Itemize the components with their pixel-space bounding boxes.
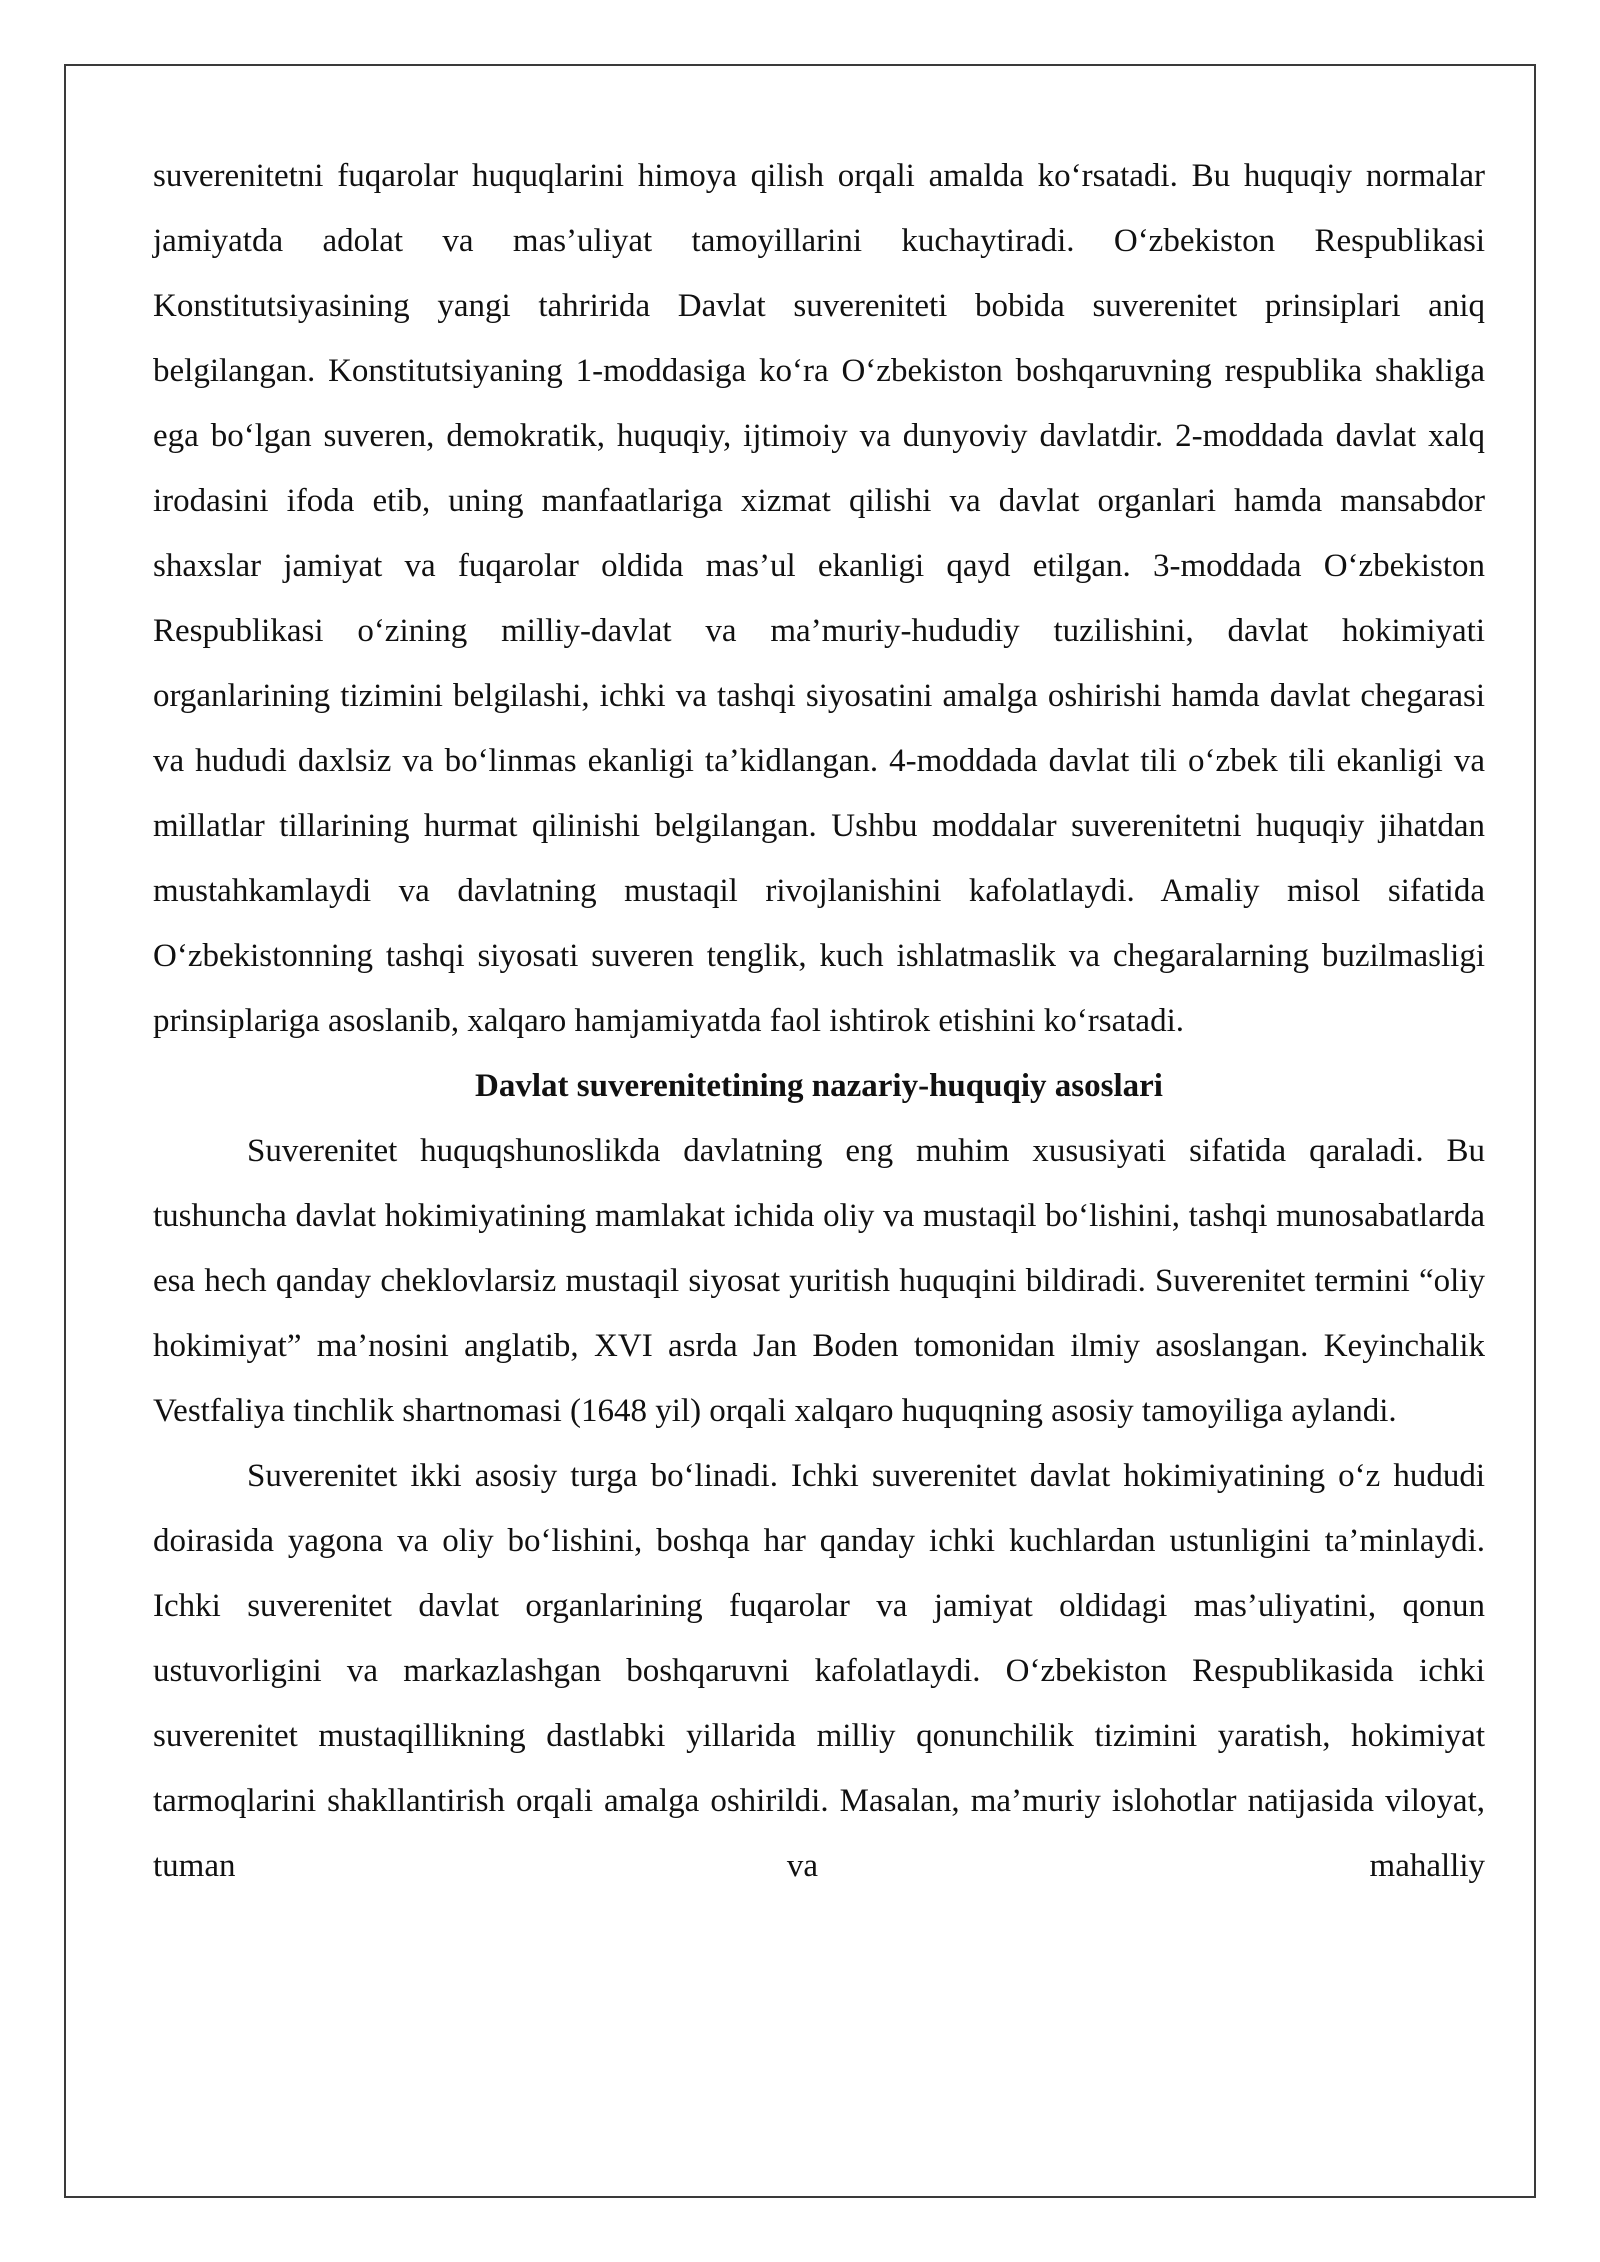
section-heading: Davlat suverenitetining nazariy-huquqiy asoslari: [475, 1068, 1163, 1104]
document-body: [153, 144, 1485, 1899]
body-paragraph: Suverenitet ikki asosiy turga bo‘linadi. Ichki suverenitet davlat hokimiyatining o‘z hududi doirasida yagona va oliy bo‘lishini, boshqa har qanday ichki kuchlardan ustunligini ta’minlaydi. Ichki suverenitet davlat organlarining fuqarolar va jamiyat oldidagi mas’uliyatini, qonun ustuvorligini va markazlashgan boshqaruvni kafolatlaydi. O‘zbekiston Respublikasida ichki suverenitet mustaqillikning dastlabki yillarida milliy qonunchilik tizimini yaratish, hokimiyat tarmoqlarini shakllantirish orqali amalga oshirildi. Masalan, ma’muriy islohotlar natijasida viloyat, tuman va mahalliy: [153, 1458, 1485, 1884]
body-paragraph: suverenitetni fuqarolar huquqlarini himoya qilish orqali amalda ko‘rsatadi. Bu huquqiy normalar jamiyatda adolat va mas’uliyat tamoyillarini kuchaytiradi. O‘zbekiston Respublikasi Konstitutsiyasining yangi tahririda Davlat suvereniteti bobida suverenitet prinsiplari aniq belgilangan. Konstitutsiyaning 1-moddasiga ko‘ra O‘zbekiston boshqaruvning respublika shakliga ega bo‘lgan suveren, demokratik, huquqiy, ijtimoiy va dunyoviy davlatdir. 2-moddada davlat xalq irodasini ifoda etib, uning manfaatlariga xizmat qilishi va davlat organlari hamda mansabdor shaxslar jamiyat va fuqarolar oldida mas’ul ekanligi qayd etilgan. 3-moddada O‘zbekiston Respublikasi o‘zining milliy-davlat va ma’muriy-hududiy tuzilishini, davlat hokimiyati organlarining tizimini belgilashi, ichki va tashqi siyosatini amalga oshirishi hamda davlat chegarasi va hududi daxlsiz va bo‘linmas ekanligi ta’kidlangan. 4-moddada davlat tili o‘zbek tili ekanligi va millatlar tillarining hurmat qilinishi belgilangan. Ushbu moddalar suverenitetni huquqiy jihatdan mustahkamlaydi va davlatning mustaqil rivojlanishini kafolatlaydi. Amaliy misol sifatida O‘zbekistonning tashqi siyosati suveren tenglik, kuch ishlatmaslik va chegaralarning buzilmasligi prinsiplariga asoslanib, xalqaro hamjamiyatda faol ishtirok etishini ko‘rsatadi.: [153, 158, 1485, 1039]
body-paragraph: Suverenitet huquqshunoslikda davlatning eng muhim xususiyati sifatida qaraladi. Bu tushuncha davlat hokimiyatining mamlakat ichida oliy va mustaqil bo‘lishini, tashqi munosabatlarda esa hech qanday cheklovlarsiz mustaqil siyosat yuritish huquqini bildiradi. Suverenitet termini “oliy hokimiyat” ma’nosini anglatib, XVI asrda Jan Boden tomonidan ilmiy asoslangan. Keyinchalik Vestfaliya tinchlik shartnomasi (1648 yil) orqali xalqaro huquqning asosiy tamoyiliga aylandi.: [153, 1133, 1485, 1429]
